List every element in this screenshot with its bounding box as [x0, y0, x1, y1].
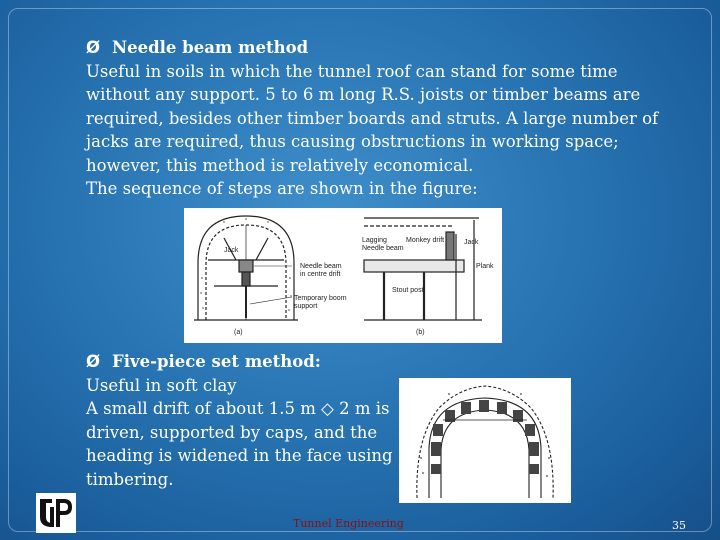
- paragraph-line: required, besides other timber boards and struts. A large number of: [86, 108, 659, 128]
- paragraph-line: [86, 397, 393, 421]
- label-temporary-boom-2: support: [294, 303, 318, 310]
- paragraph-line: The sequence of steps are shown in the figure:: [86, 179, 478, 198]
- needle-beam-section: [86, 36, 658, 201]
- paragraph-line: driven, supported by caps, and the: [86, 422, 378, 442]
- caption-b: (b): [416, 329, 425, 336]
- institution-logo: [36, 493, 76, 533]
- paragraph-line: however, this method is relatively economical.: [86, 155, 474, 175]
- paragraph-line: heading is widened in the face using: [86, 446, 393, 465]
- label-needle-beam: Needle beam: [362, 245, 404, 252]
- paragraph-line: without any support. 5 to 6 m long R.S. joists or timber beams are: [86, 85, 641, 104]
- paragraph-line: timbering.: [86, 469, 174, 489]
- five-piece-heading: [86, 350, 393, 374]
- label-jack-a: Jack: [224, 247, 239, 254]
- label-plank: Plank: [476, 263, 494, 270]
- needle-beam-title: Needle beam method: [112, 38, 309, 57]
- caption-a: (a): [234, 329, 243, 336]
- five-piece-title: Five-piece set method:: [112, 352, 321, 371]
- label-needle-beam-note-2: in centre drift: [300, 271, 341, 278]
- needle-beam-figure: [184, 208, 502, 343]
- longitudinal-section-b: [364, 218, 482, 320]
- label-stout-post: Stout post: [392, 287, 424, 294]
- paragraph-line: Useful in soft clay: [86, 375, 237, 395]
- label-lagging: Lagging: [362, 237, 387, 244]
- label-temporary-boom-1: Temporary boom: [294, 295, 347, 302]
- set-caps: [431, 400, 539, 474]
- five-piece-set-figure: [399, 378, 571, 503]
- drift-size-text: A small drift of about 1.5 m: [86, 399, 316, 418]
- label-jack-b: Jack: [464, 239, 479, 246]
- tunnel-cross-section-a: [194, 216, 298, 320]
- paragraph-line: jacks are required, thus causing obstructions in working space;: [86, 132, 619, 151]
- footer-title: Tunnel Engineering: [293, 517, 404, 530]
- page-number: 35: [672, 519, 686, 532]
- label-needle-beam-note-1: Needle beam: [300, 263, 342, 270]
- bullet-arrow-icon: Ø: [86, 38, 101, 57]
- bullet-arrow-icon: Ø: [86, 352, 101, 371]
- times-symbol: ◇: [321, 399, 334, 418]
- drift-size-suffix: 2 m is: [339, 399, 390, 418]
- five-piece-section: [86, 350, 393, 491]
- label-monkey-drift: Monkey drift: [406, 237, 445, 244]
- needle-beam-heading: [86, 36, 658, 60]
- paragraph-line: Useful in soils in which the tunnel roof can stand for some time: [86, 61, 618, 81]
